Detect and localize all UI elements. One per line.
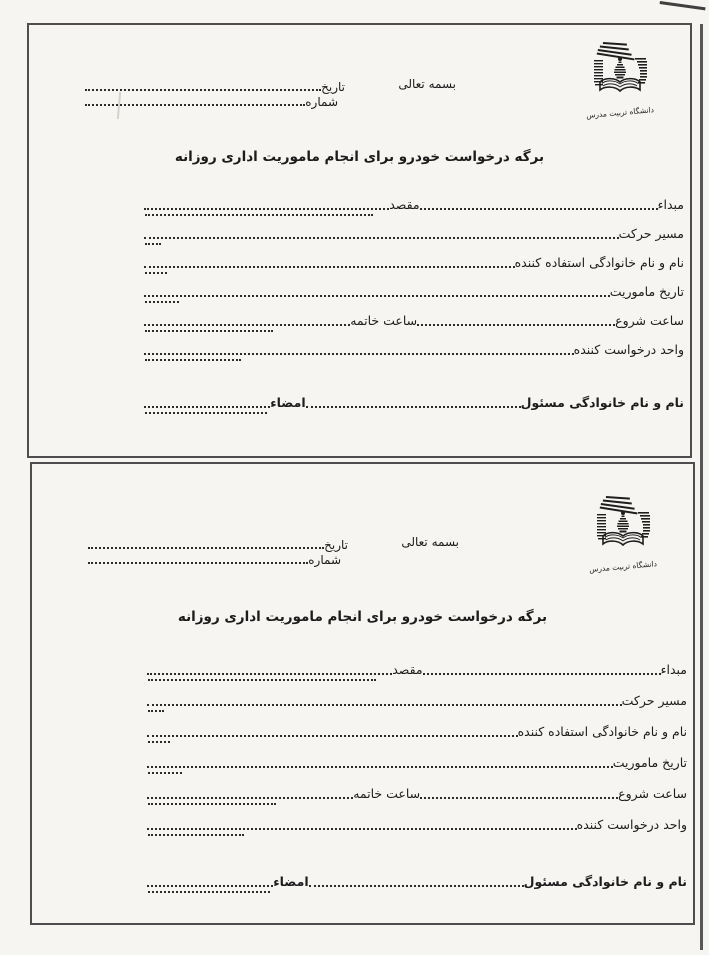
wrap-dots bbox=[148, 710, 164, 712]
wrap-dots bbox=[148, 679, 376, 681]
wrap-dots bbox=[148, 834, 244, 836]
mission-date-label: تاریخ ماموریت bbox=[609, 284, 684, 300]
number-dotted-line bbox=[88, 562, 308, 564]
requesting-unit-dotted-line bbox=[147, 828, 577, 830]
field-row-mission-date bbox=[144, 280, 684, 300]
origin-dotted-line bbox=[423, 673, 661, 675]
destination-dotted-line bbox=[144, 208, 389, 210]
origin-label: مبداء bbox=[660, 662, 687, 678]
vehicle-request-form-bottom bbox=[30, 462, 695, 925]
wrap-dots bbox=[148, 803, 276, 805]
number-label: شماره bbox=[308, 552, 341, 567]
number-row bbox=[85, 94, 345, 109]
field-row-origin-destination bbox=[147, 656, 687, 678]
scan-edge-line bbox=[700, 24, 703, 950]
wrap-dots bbox=[145, 301, 179, 303]
signature-label: امضاء bbox=[273, 874, 309, 890]
field-row-requesting-unit bbox=[144, 338, 684, 358]
field-row-times bbox=[144, 309, 684, 329]
route-label: مسیر حرکت bbox=[618, 226, 684, 242]
field-row-user-name bbox=[147, 718, 687, 740]
field-row-times bbox=[147, 780, 687, 802]
wrap-dots bbox=[145, 412, 267, 414]
signature-dotted-line bbox=[144, 406, 270, 408]
vehicle-request-form-top bbox=[27, 23, 692, 458]
signature-row bbox=[144, 391, 684, 411]
date-dotted-line bbox=[88, 547, 324, 549]
origin-dotted-line bbox=[420, 208, 658, 210]
wrap-dots bbox=[145, 214, 373, 216]
mission-date-label: تاریخ ماموریت bbox=[612, 755, 687, 771]
end-time-label: ساعت خاتمه bbox=[350, 313, 418, 329]
field-row-mission-date bbox=[147, 749, 687, 771]
end-time-label: ساعت خاتمه bbox=[353, 786, 421, 802]
scan-corner-mark bbox=[660, 1, 706, 10]
destination-label: مقصد bbox=[392, 662, 423, 678]
route-label: مسیر حرکت bbox=[621, 693, 687, 709]
number-dotted-line bbox=[85, 104, 305, 106]
requesting-unit-label: واحد درخواست کننده bbox=[576, 817, 687, 833]
user-name-dotted-line bbox=[147, 735, 518, 737]
responsible-name-label: نام و نام خانوادگی مسئول bbox=[523, 874, 687, 890]
basmala-text: بسمه تعالی bbox=[401, 535, 459, 549]
wrap-dots bbox=[145, 359, 241, 361]
date-label: تاریخ bbox=[321, 79, 345, 94]
logo-caption: دانشگاه تربیت مدرس bbox=[585, 105, 655, 121]
date-row bbox=[85, 79, 345, 94]
wrap-dots bbox=[145, 272, 167, 274]
user-name-label: نام و نام خانوادگی استفاده کننده bbox=[514, 255, 684, 271]
end-time-dotted-line bbox=[144, 324, 350, 326]
responsible-name-dotted-line bbox=[306, 406, 521, 408]
route-dotted-line bbox=[144, 237, 619, 239]
university-emblem-icon bbox=[594, 494, 654, 564]
wrap-dots bbox=[145, 330, 273, 332]
start-time-dotted-line bbox=[417, 324, 615, 326]
route-dotted-line bbox=[147, 704, 622, 706]
field-row-requesting-unit bbox=[147, 811, 687, 833]
university-logo bbox=[585, 40, 655, 121]
requesting-unit-dotted-line bbox=[144, 353, 574, 355]
form-fields bbox=[144, 193, 684, 420]
end-time-dotted-line bbox=[147, 797, 353, 799]
destination-label: مقصد bbox=[389, 197, 420, 213]
basmala-text: بسمه تعالی bbox=[398, 77, 456, 91]
destination-dotted-line bbox=[147, 673, 392, 675]
field-row-origin-destination bbox=[144, 193, 684, 213]
signature-dotted-line bbox=[147, 885, 273, 887]
requesting-unit-label: واحد درخواست کننده bbox=[573, 342, 684, 358]
form-title: برگه درخواست خودرو برای انجام ماموریت اداری روزانه bbox=[174, 149, 545, 165]
mission-date-dotted-line bbox=[147, 766, 613, 768]
user-name-dotted-line bbox=[144, 266, 515, 268]
wrap-dots bbox=[148, 741, 170, 743]
responsible-name-label: نام و نام خانوادگی مسئول bbox=[520, 395, 684, 411]
start-time-label: ساعت شروع bbox=[618, 786, 687, 802]
origin-label: مبداء bbox=[657, 197, 684, 213]
field-row-route bbox=[147, 687, 687, 709]
wrap-dots bbox=[145, 243, 161, 245]
wrap-dots bbox=[148, 891, 270, 893]
signature-row bbox=[147, 868, 687, 890]
signature-label: امضاء bbox=[270, 395, 306, 411]
date-row bbox=[88, 537, 348, 552]
start-time-dotted-line bbox=[420, 797, 618, 799]
university-logo bbox=[588, 494, 658, 575]
wrap-dots bbox=[148, 772, 182, 774]
number-row bbox=[88, 552, 348, 567]
field-row-user-name bbox=[144, 251, 684, 271]
mission-date-dotted-line bbox=[144, 295, 610, 297]
user-name-label: نام و نام خانوادگی استفاده کننده bbox=[517, 724, 687, 740]
logo-caption: دانشگاه تربیت مدرس bbox=[588, 559, 658, 575]
field-row-route bbox=[144, 222, 684, 242]
form-title: برگه درخواست خودرو برای انجام ماموریت اداری روزانه bbox=[177, 609, 548, 625]
form-fields bbox=[147, 656, 687, 899]
responsible-name-dotted-line bbox=[309, 885, 524, 887]
university-emblem-icon bbox=[591, 40, 651, 110]
date-number-block bbox=[88, 537, 348, 567]
date-dotted-line bbox=[85, 89, 321, 91]
date-number-block bbox=[85, 79, 345, 109]
date-label: تاریخ bbox=[324, 537, 348, 552]
number-label: شماره bbox=[305, 94, 338, 109]
start-time-label: ساعت شروع bbox=[615, 313, 684, 329]
